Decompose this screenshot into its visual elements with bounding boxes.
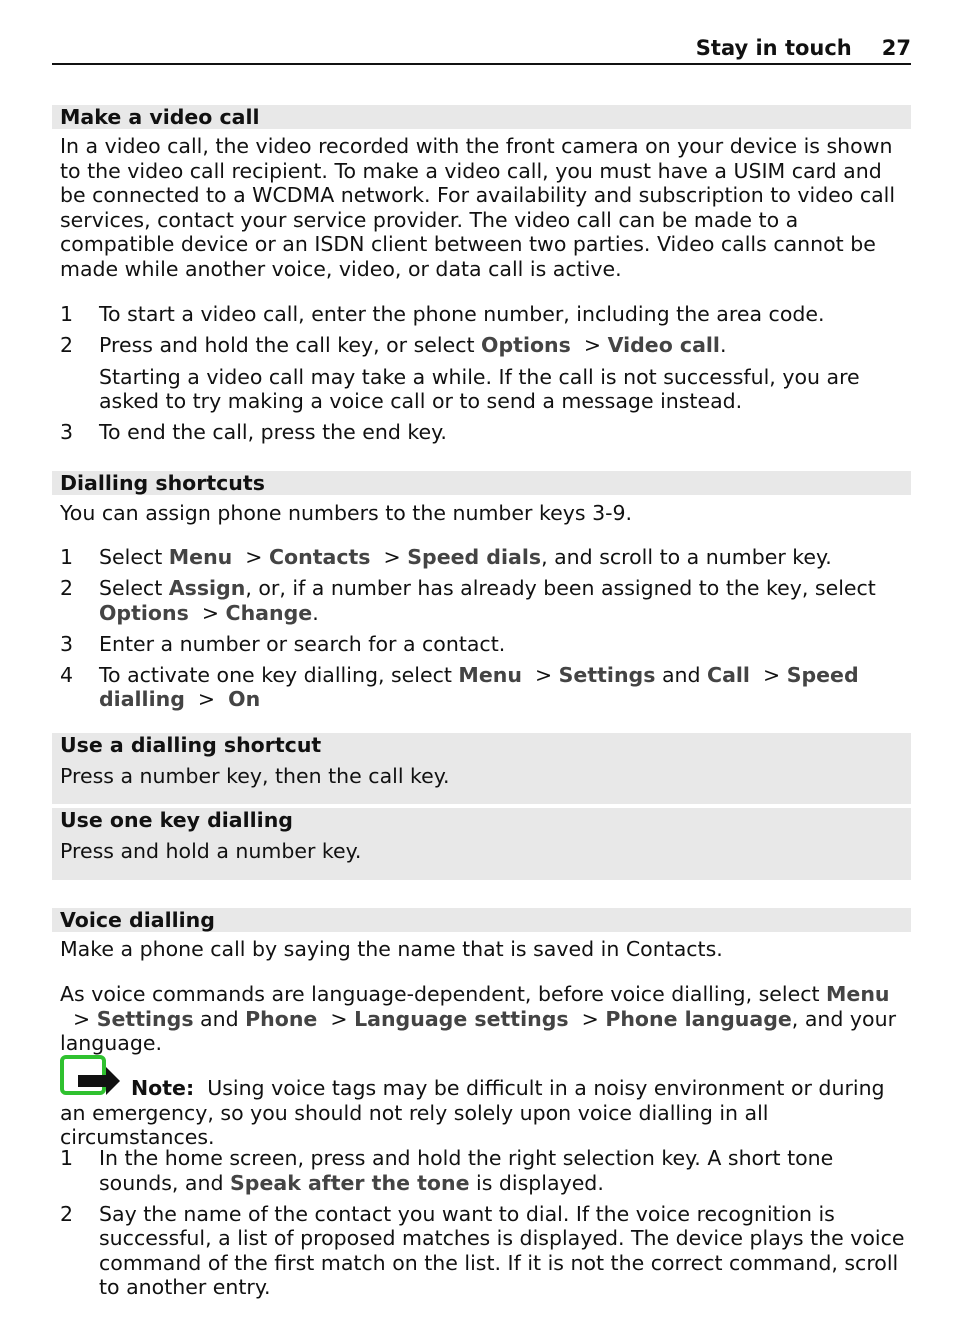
list-item: 3 Enter a number or search for a contact. <box>60 631 506 656</box>
list-item: 3 To end the call, press the end key. <box>60 420 447 444</box>
menu-option: Speed dialling <box>99 662 859 711</box>
list-item: 2 Select Assign, or, if a number has already been assigned to the key, select Options > Change. <box>60 576 876 625</box>
menu-option: Settings <box>558 662 656 687</box>
list-item: 2 Say the name of the contact you want to dial. If the voice recognition is successful, a list of proposed matches is displayed. The device plays the voice command of the first match on the list. If it is not the correct command, scroll to another entry. <box>60 1201 905 1299</box>
menu-option: Speed dials <box>407 545 542 569</box>
video-call-steps <box>60 302 911 451</box>
header-rule <box>52 63 911 65</box>
list-item: 4 To activate one key dialling, select Menu > Settings and Call > Speed dialling > On <box>60 662 859 711</box>
section-heading-dialling-shortcuts: Dialling shortcuts <box>52 471 911 495</box>
menu-option: Assign <box>168 576 246 600</box>
menu-option: Contacts <box>269 545 371 569</box>
note-paragraph: Note: Using voice tags may be difficult in a noisy environment or during an emergency, so you should not rely solely upon voice dialling in all circumstances. <box>60 1076 892 1149</box>
list-item: 1 In the home screen, press and hold the right selection key. A short tone sounds, and Speak after the tone is displayed. <box>60 1146 834 1195</box>
menu-option: Video call <box>607 333 720 357</box>
menu-option: On <box>228 687 261 711</box>
menu-option: Menu <box>168 545 233 569</box>
subsection-use-one-key-dialling <box>52 808 911 880</box>
menu-option: Menu <box>826 982 890 1006</box>
voice-intro: Make a phone call by saying the name that is saved in Contacts. <box>60 937 723 961</box>
video-call-intro: In a video call, the video recorded with the front camera on your device is shown to the video call recipient. To make a video call, you must have a USIM card and be connected to a WCDMA network. For availability and subscription to video call services, contact your service provider. The video call can be made to a compatible device or an ISDN client between two parties. Video calls cannot be made while another voice, video, or data call is active. <box>60 134 896 281</box>
list-item: 2 Press and hold the call key, or select Options > Video call. <box>60 333 727 357</box>
subsection-heading: Use a dialling shortcut <box>60 733 322 757</box>
step-note: Starting a video call may take a while. If the call is not successful, you are asked to try making a voice call or to send a message instead. <box>99 364 860 413</box>
note-label: Note: <box>131 1076 195 1100</box>
menu-option: Language settings <box>354 1006 569 1031</box>
header-title: Stay in touch <box>695 36 852 60</box>
page-number: 27 <box>881 36 911 60</box>
list-item: 1 To start a video call, enter the phone number, including the area code. <box>60 302 825 326</box>
menu-option: Change <box>225 600 313 625</box>
voice-steps <box>60 1146 911 1306</box>
shortcuts-intro: You can assign phone numbers to the number keys 3-9. <box>60 501 633 525</box>
menu-option: Options <box>481 333 571 357</box>
menu-option: Options <box>99 600 189 625</box>
section-heading-voice-dialling: Voice dialling <box>52 908 911 932</box>
subsection-heading: Use one key dialling <box>60 808 293 832</box>
subsection-body: Press a number key, then the call key. <box>60 764 450 788</box>
subsection-use-dialling-shortcut <box>52 733 911 804</box>
menu-option: Phone <box>245 1006 318 1031</box>
subsection-body: Press and hold a number key. <box>60 839 362 863</box>
section-heading-video-call: Make a video call <box>52 105 911 129</box>
voice-language-paragraph: As voice commands are language-dependent, before voice dialling, select Menu > Settings and Phone > Language settings > Phone language, and your language. <box>60 982 897 1055</box>
list-item: 1 Select Menu > Contacts > Speed dials, and scroll to a number key. <box>60 545 832 569</box>
menu-option: Speak after the tone <box>230 1170 470 1195</box>
menu-option: Phone language <box>605 1006 792 1031</box>
menu-option: Call <box>707 662 750 687</box>
menu-option: Settings <box>96 1006 194 1031</box>
shortcuts-steps <box>60 545 911 718</box>
menu-option: Menu <box>458 662 522 687</box>
running-header <box>696 36 911 61</box>
